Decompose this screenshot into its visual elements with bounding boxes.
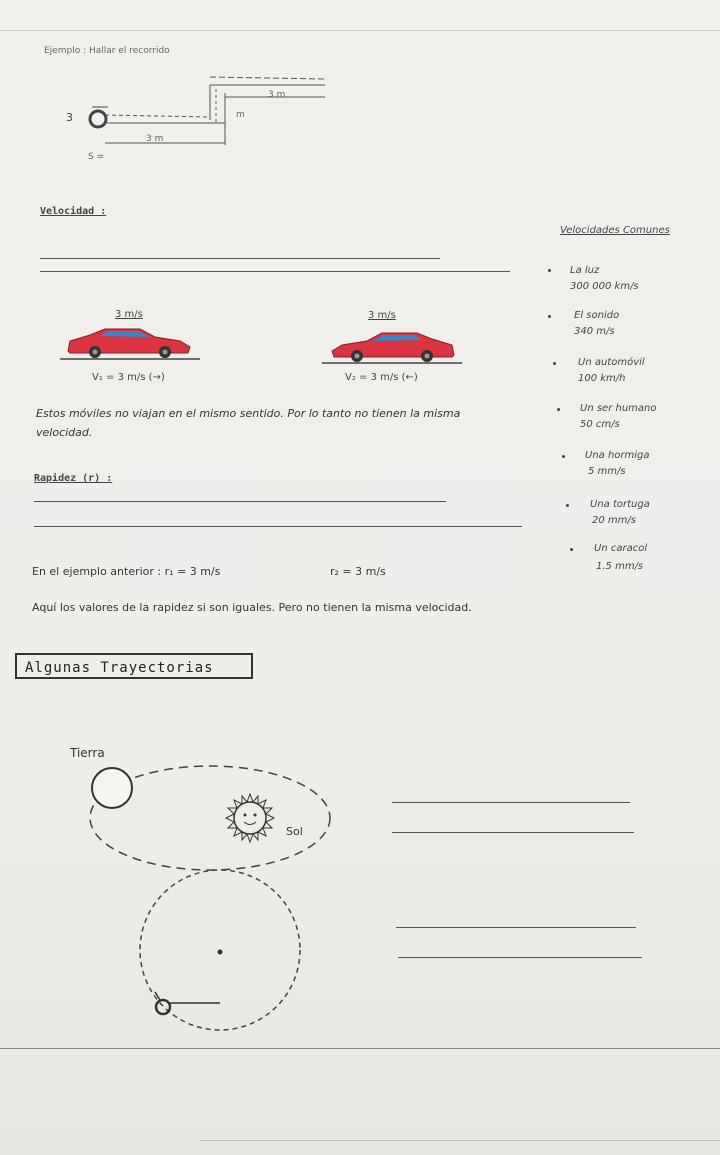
sun-icon bbox=[226, 794, 274, 842]
answer-line bbox=[392, 832, 634, 833]
answer-line bbox=[392, 802, 630, 803]
speed-name: Un ser humano bbox=[580, 403, 657, 414]
speed-name: Un caracol bbox=[594, 543, 648, 554]
rapidez-r2: r₂ = 3 m/s bbox=[330, 565, 386, 578]
earth-label: Tierra bbox=[70, 746, 105, 760]
example-title: Ejemplo : Hallar el recorrido bbox=[44, 46, 170, 56]
label-3-left: 3 bbox=[66, 111, 73, 124]
earth-icon bbox=[92, 768, 132, 808]
car-right-icon bbox=[60, 323, 200, 363]
bullet bbox=[570, 548, 573, 551]
rapidez-heading: Rapidez (r) : bbox=[34, 473, 113, 484]
car2-caption: V₂ = 3 m/s (←) bbox=[345, 372, 418, 383]
bullet bbox=[548, 269, 551, 272]
car2-speed-label: 3 m/s bbox=[368, 310, 396, 321]
rapidez-example: En el ejemplo anterior : r₁ = 3 m/s bbox=[32, 565, 221, 578]
page-divider bbox=[200, 1140, 720, 1141]
speed-value: 300 000 km/s bbox=[570, 281, 639, 292]
bullet bbox=[553, 362, 556, 365]
bullet bbox=[562, 455, 565, 458]
answer-line bbox=[40, 258, 440, 259]
bullet bbox=[566, 504, 569, 507]
label-m-side: m bbox=[236, 110, 245, 120]
car-left-icon bbox=[322, 327, 462, 367]
bullet bbox=[548, 315, 551, 318]
common-speeds-heading: Velocidades Comunes bbox=[560, 225, 670, 236]
answer-line bbox=[396, 927, 636, 928]
speed-value: 20 mm/s bbox=[592, 515, 636, 526]
car1-caption: V₁ = 3 m/s (→) bbox=[92, 372, 165, 383]
speed-name: La luz bbox=[570, 265, 600, 276]
speed-value: 100 km/h bbox=[578, 373, 626, 384]
speed-name: El sonido bbox=[574, 310, 620, 321]
rapidez-conclusion: Aquí los valores de la rapidez si son iguales. Pero no tienen la misma velocidad. bbox=[32, 601, 472, 614]
answer-line bbox=[40, 271, 510, 272]
object-icon bbox=[155, 992, 220, 1014]
speed-name: Una hormiga bbox=[585, 450, 650, 461]
speed-value: 1.5 mm/s bbox=[596, 561, 644, 572]
trayectorias-heading: Algunas Trayectorias bbox=[15, 653, 253, 679]
speed-value: 340 m/s bbox=[574, 326, 615, 337]
speed-name: Una tortuga bbox=[590, 499, 650, 510]
answer-line bbox=[34, 526, 522, 527]
speed-value: 5 mm/s bbox=[588, 466, 626, 477]
page-divider bbox=[0, 1048, 720, 1049]
bullet bbox=[557, 408, 560, 411]
label-3m-bottom: 3 m bbox=[146, 134, 164, 144]
velocidad-heading: Velocidad : bbox=[40, 206, 107, 217]
sun-label: Sol bbox=[286, 825, 303, 838]
answer-line bbox=[398, 957, 642, 958]
explanation-line1: Estos móviles no viajan en el mismo sentido. Por lo tanto no tienen la misma bbox=[36, 407, 461, 420]
answer-line bbox=[34, 501, 446, 502]
car1-speed-label: 3 m/s bbox=[115, 309, 143, 320]
orbit-diagram bbox=[60, 760, 440, 1060]
page-border bbox=[0, 30, 720, 31]
label-s: S = bbox=[88, 152, 105, 162]
label-3m-top: 3 m bbox=[268, 90, 286, 100]
explanation-line2: velocidad. bbox=[36, 426, 93, 439]
speed-name: Un automóvil bbox=[578, 357, 645, 368]
path-diagram bbox=[60, 65, 420, 195]
speed-value: 50 cm/s bbox=[580, 419, 620, 430]
